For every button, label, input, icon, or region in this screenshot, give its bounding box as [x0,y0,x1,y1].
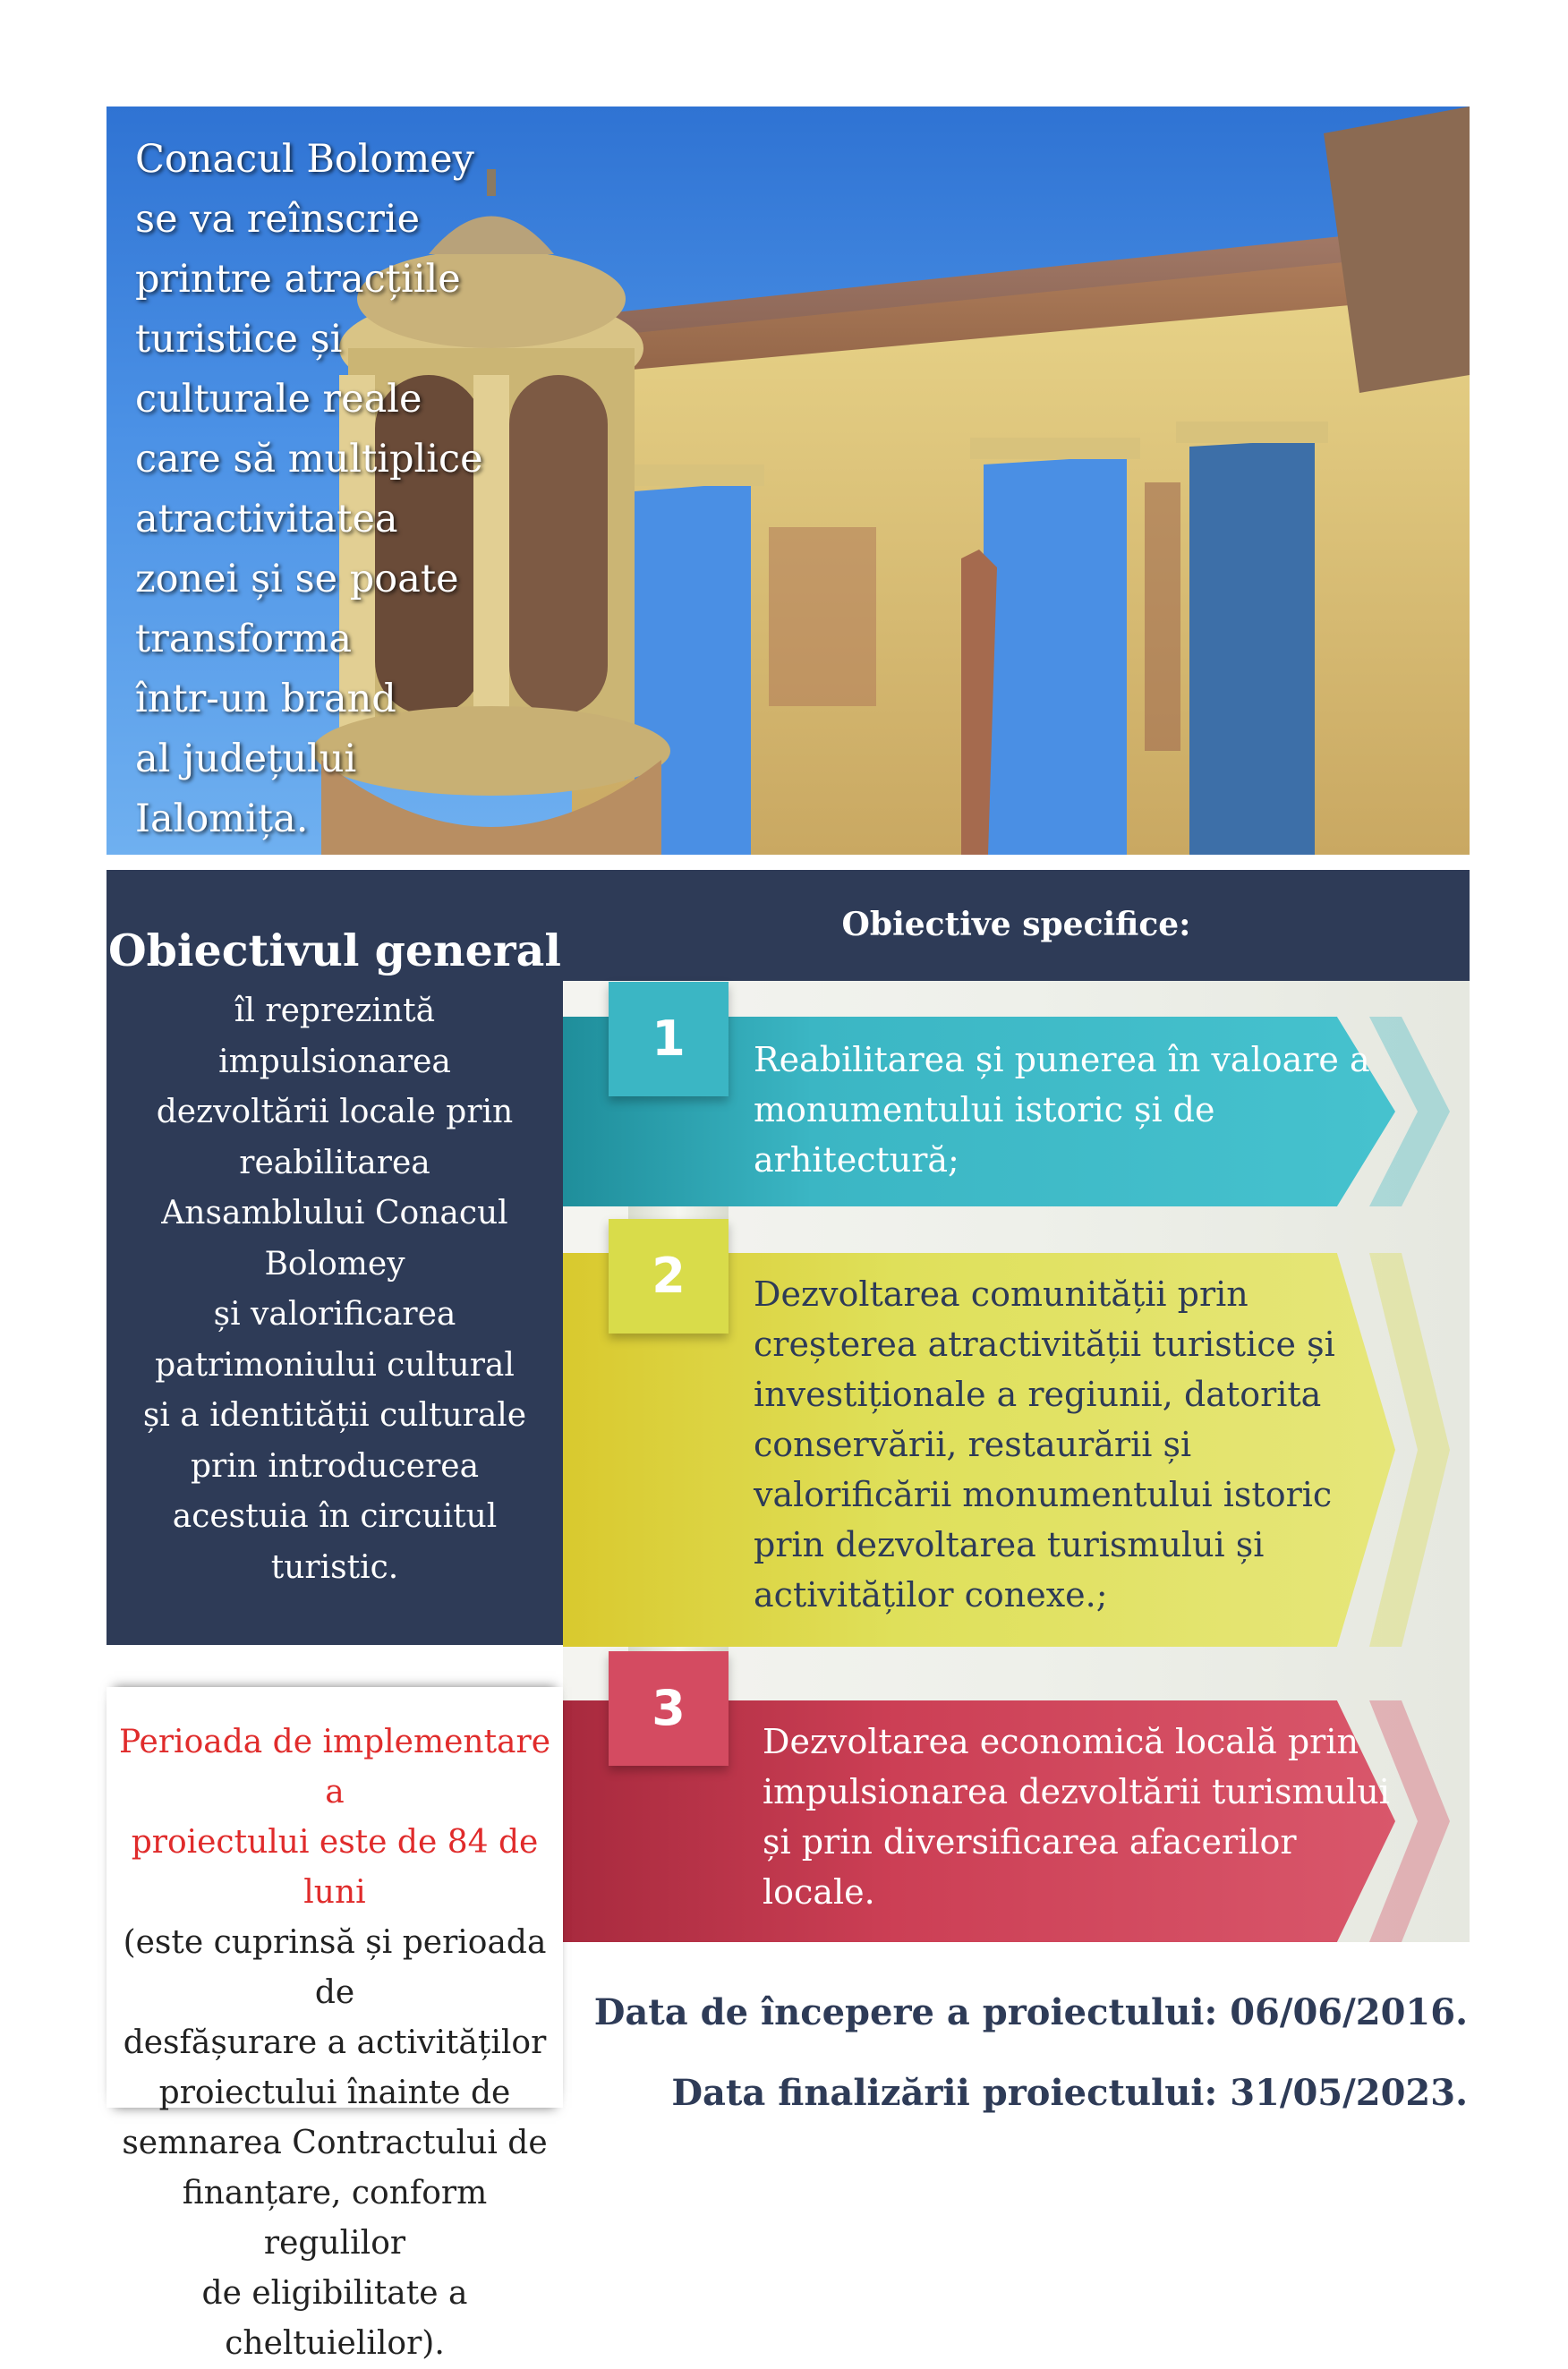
implementation-period-highlight: Perioada de implementare a proiectului este de 84 de luni [118,1724,551,1911]
implementation-period-box [107,1687,563,2362]
project-start-date: Data de începere a proiectului: 06/06/2016. [593,1991,1468,2033]
objective-1-text: Reabilitarea și punerea în valoare a monumentului istoric și de arhitectură; [754,1040,1370,1180]
project-end-date: Data finalizării proiectului: 31/05/2023. [671,2072,1468,2114]
objective-2-text: Dezvoltarea comunității prin creșterea atractivității turistice și investiționale a regiunii, datorita conservării, restaurării și valorificării monumentului istoric prin dezvoltarea turismului și activităților conexe.; [754,1274,1335,1615]
objective-2-number: 2 [609,1219,729,1334]
objective-3-number: 3 [609,1651,729,1766]
general-objective-panel [107,870,563,1645]
objective-3-text: Dezvoltarea economică locală prin impulsionarea dezvoltării turismului și prin diversificarea afacerilor locale. [763,1722,1390,1912]
implementation-period-details: (este cuprinsă și perioada de desfășurare a activităților proiectului înainte de semnarea Contractului de finanțare, conform regulilor de eligibilitate a cheltuielilor). [122,1924,548,2362]
objective-1-number: 1 [609,982,729,1096]
hero-caption: Conacul Bolomey se va reînscrie printre atracțiile turistice și culturale reale care să multiplice atractivitatea zonei și se poate transforma într-un brand al județului Ialomița. [135,137,483,841]
hero-banner [107,107,1470,855]
general-objective-text: îl reprezintă impulsionarea dezvoltării locale prin reabilitarea Ansamblului Conacul Bolomey și valorificarea patrimoniului cultural și a identității culturale prin introducerea acestuia în circuitul turistic. [142,993,527,1586]
specific-objectives-title: Obiective specifice: [841,906,1191,943]
specific-objectives-header [563,870,1470,981]
general-objective-title: Obiectivul general [107,925,561,976]
